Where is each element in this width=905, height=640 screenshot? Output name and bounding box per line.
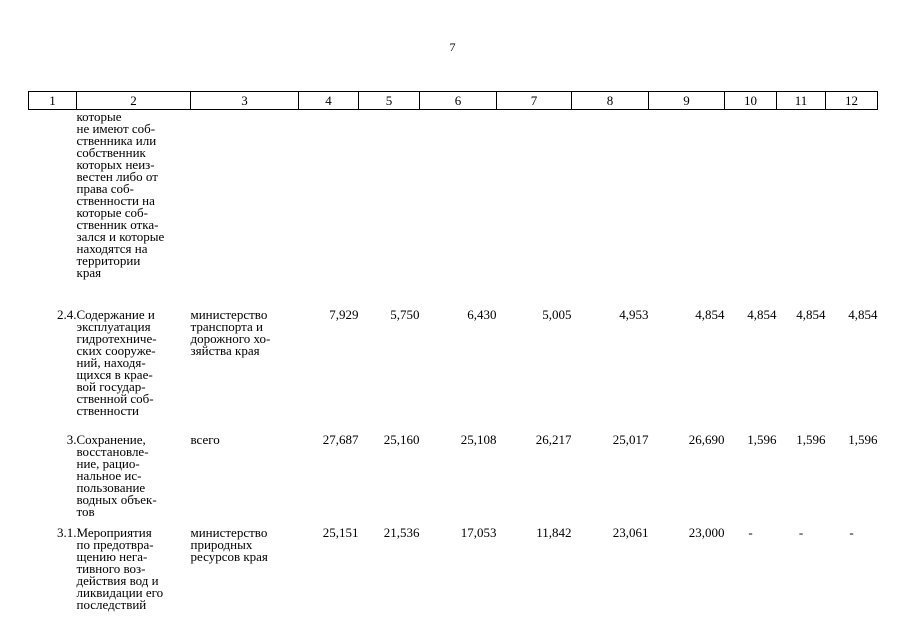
row-value: 25,017 xyxy=(612,431,649,447)
row-value: 4,854 xyxy=(747,306,777,322)
row-index: 3. xyxy=(66,431,77,447)
row-value: 1,596 xyxy=(848,431,878,447)
row-value: - xyxy=(849,524,854,540)
row-value: 4,953 xyxy=(619,306,649,322)
row-value: 26,690 xyxy=(688,431,725,447)
row-value: - xyxy=(748,524,753,540)
row-value xyxy=(572,110,649,305)
row-value xyxy=(420,110,497,305)
table-row xyxy=(29,110,878,305)
row-name: которые не имеют соб- ственника или собственник которых неиз- вестен либо от права соб- ственности на которые соб- ственник отка- зался и которые находятся на территории края xyxy=(76,109,165,280)
row-index: 2.4. xyxy=(57,306,77,322)
row-value: 1,596 xyxy=(747,431,777,447)
column-header: 6 xyxy=(420,92,497,110)
table-row xyxy=(29,525,878,611)
row-index xyxy=(29,110,77,305)
row-value xyxy=(299,110,359,305)
row-value: 4,854 xyxy=(796,306,826,322)
row-value xyxy=(497,110,572,305)
column-header: 11 xyxy=(777,92,826,110)
column-header: 5 xyxy=(359,92,420,110)
column-header: 12 xyxy=(826,92,878,110)
row-value: 1,596 xyxy=(796,431,826,447)
header-row xyxy=(29,92,878,110)
row-executor: министерство транспорта и дорожного хо- зяйства края xyxy=(190,306,271,358)
table-row xyxy=(29,305,878,430)
column-header: 10 xyxy=(725,92,777,110)
program-table xyxy=(28,91,878,611)
row-value: 6,430 xyxy=(467,306,497,322)
table-row xyxy=(29,430,878,525)
row-name: Содержание и эксплуатация гидротехниче- ских сооруже- ний, находя- щихся в крае- вой государ- ственной соб- ственности xyxy=(76,306,157,418)
column-header: 9 xyxy=(649,92,725,110)
row-value: 4,854 xyxy=(848,306,878,322)
row-value xyxy=(359,110,420,305)
row-value xyxy=(826,110,878,305)
row-name: Сохранение, восстановле- ние, рацио- нальное ис- пользование водных объек- тов xyxy=(76,431,157,519)
column-header: 1 xyxy=(29,92,77,110)
column-header: 4 xyxy=(299,92,359,110)
row-value: 26,217 xyxy=(535,431,572,447)
row-executor xyxy=(191,110,299,305)
column-header: 7 xyxy=(497,92,572,110)
row-value: 23,000 xyxy=(688,524,725,540)
row-value: 7,929 xyxy=(329,306,359,322)
row-value: 23,061 xyxy=(612,524,649,540)
row-value: 25,108 xyxy=(460,431,497,447)
row-value xyxy=(777,110,826,305)
row-name: Мероприятия по предотвра- щению нега- тивного воз- действия вод и ликвидации его последствий xyxy=(76,524,164,612)
row-value: 25,160 xyxy=(383,431,420,447)
column-header: 3 xyxy=(191,92,299,110)
column-header: 8 xyxy=(572,92,649,110)
row-value: 11,842 xyxy=(536,524,572,540)
row-value: 5,005 xyxy=(542,306,572,322)
row-value: 21,536 xyxy=(383,524,420,540)
row-value: 27,687 xyxy=(322,431,359,447)
row-value xyxy=(725,110,777,305)
column-header: 2 xyxy=(77,92,191,110)
row-value: 17,053 xyxy=(460,524,497,540)
row-value xyxy=(649,110,725,305)
row-value: 4,854 xyxy=(695,306,725,322)
row-value: 25,151 xyxy=(322,524,359,540)
row-executor: министерство природных ресурсов края xyxy=(190,524,268,564)
row-value: 5,750 xyxy=(390,306,420,322)
row-executor: всего xyxy=(190,431,220,447)
page-number: 7 xyxy=(449,40,456,54)
row-index: 3.1. xyxy=(57,524,77,540)
row-value: - xyxy=(798,524,804,540)
